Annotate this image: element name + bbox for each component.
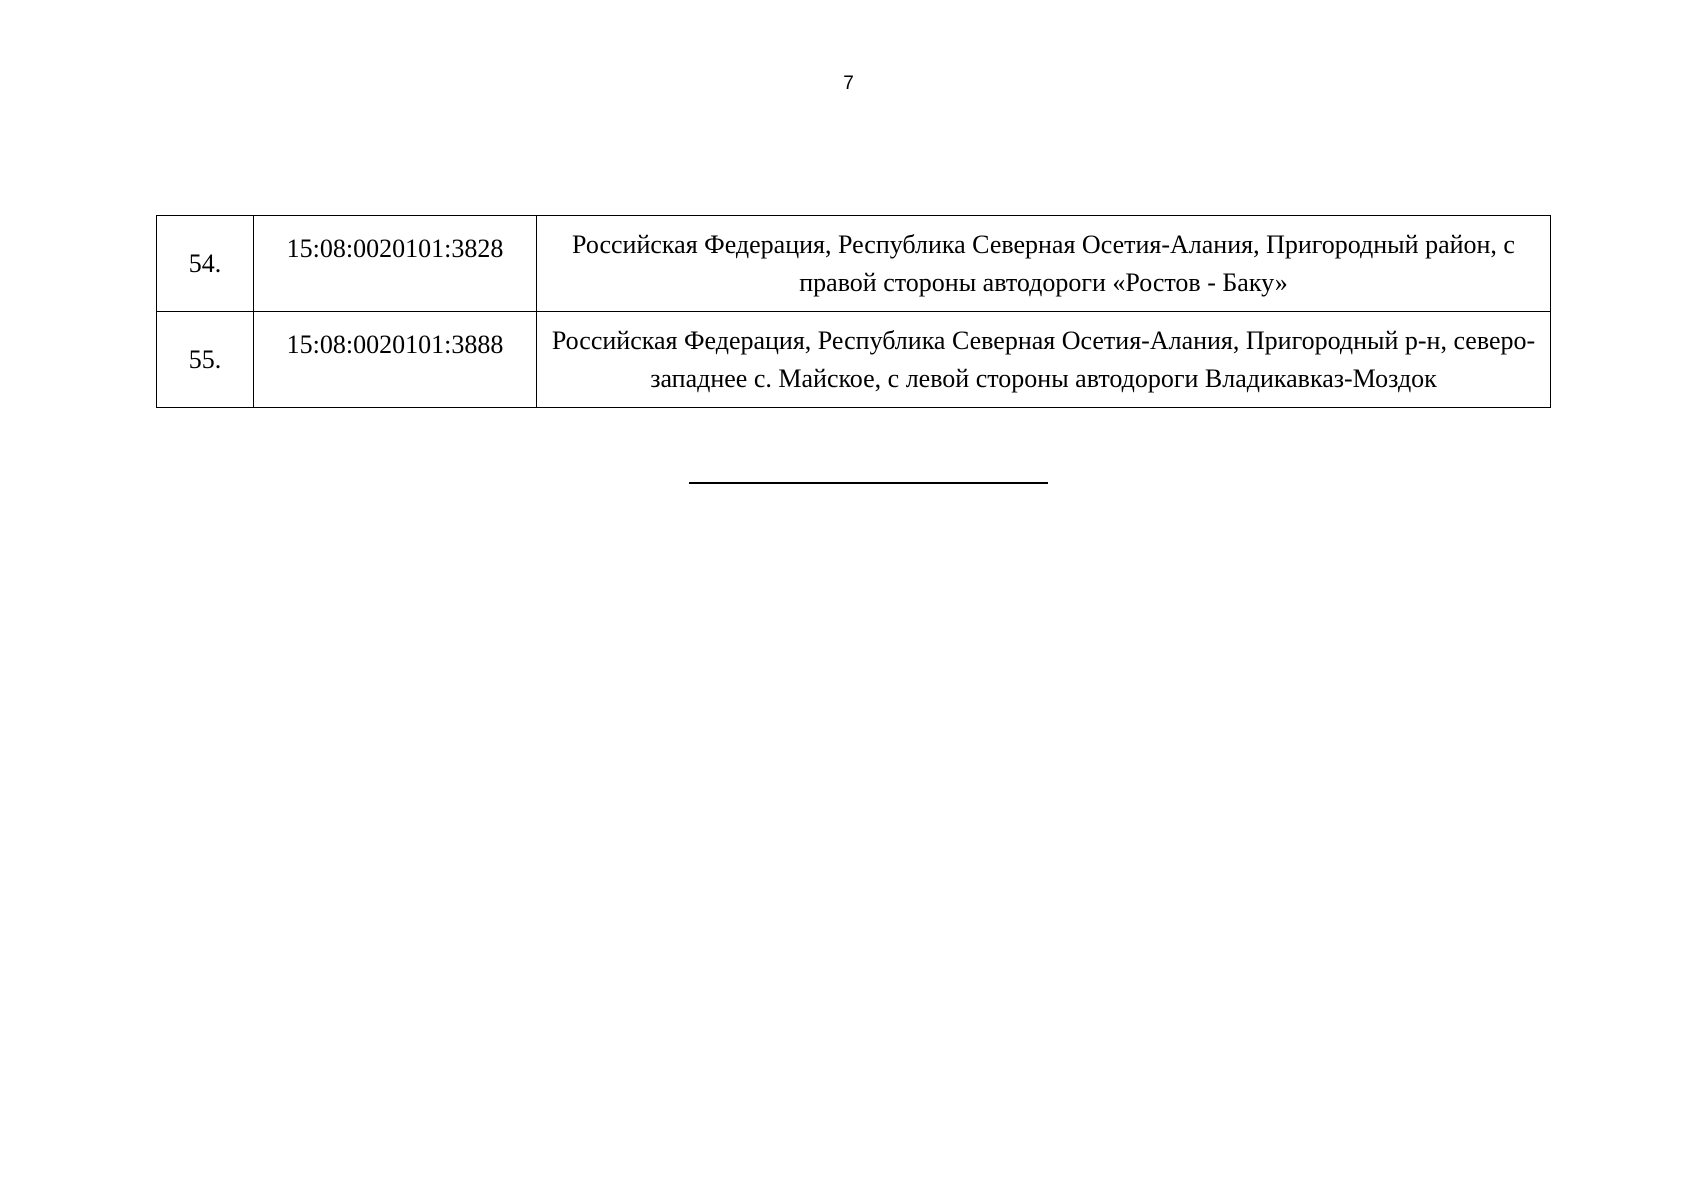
plot-address: Российская Федерация, Республика Северная Осетия-Алания, Пригородный р-н, северо-западнее с. Майское, с левой стороны автодороги Владикавказ-Моздок [537, 312, 1551, 408]
end-of-document-rule [689, 482, 1048, 484]
table-row [157, 312, 1551, 408]
land-plots-table [156, 215, 1551, 408]
plot-address: Российская Федерация, Республика Северная Осетия-Алания, Пригородный район, с правой стороны автодороги «Ростов - Баку» [537, 216, 1551, 312]
row-number: 55. [157, 312, 254, 408]
cadastral-number: 15:08:0020101:3888 [254, 312, 537, 408]
page-number: 7 [843, 73, 854, 94]
table-row [157, 216, 1551, 312]
row-number: 54. [157, 216, 254, 312]
cadastral-number: 15:08:0020101:3828 [254, 216, 537, 312]
